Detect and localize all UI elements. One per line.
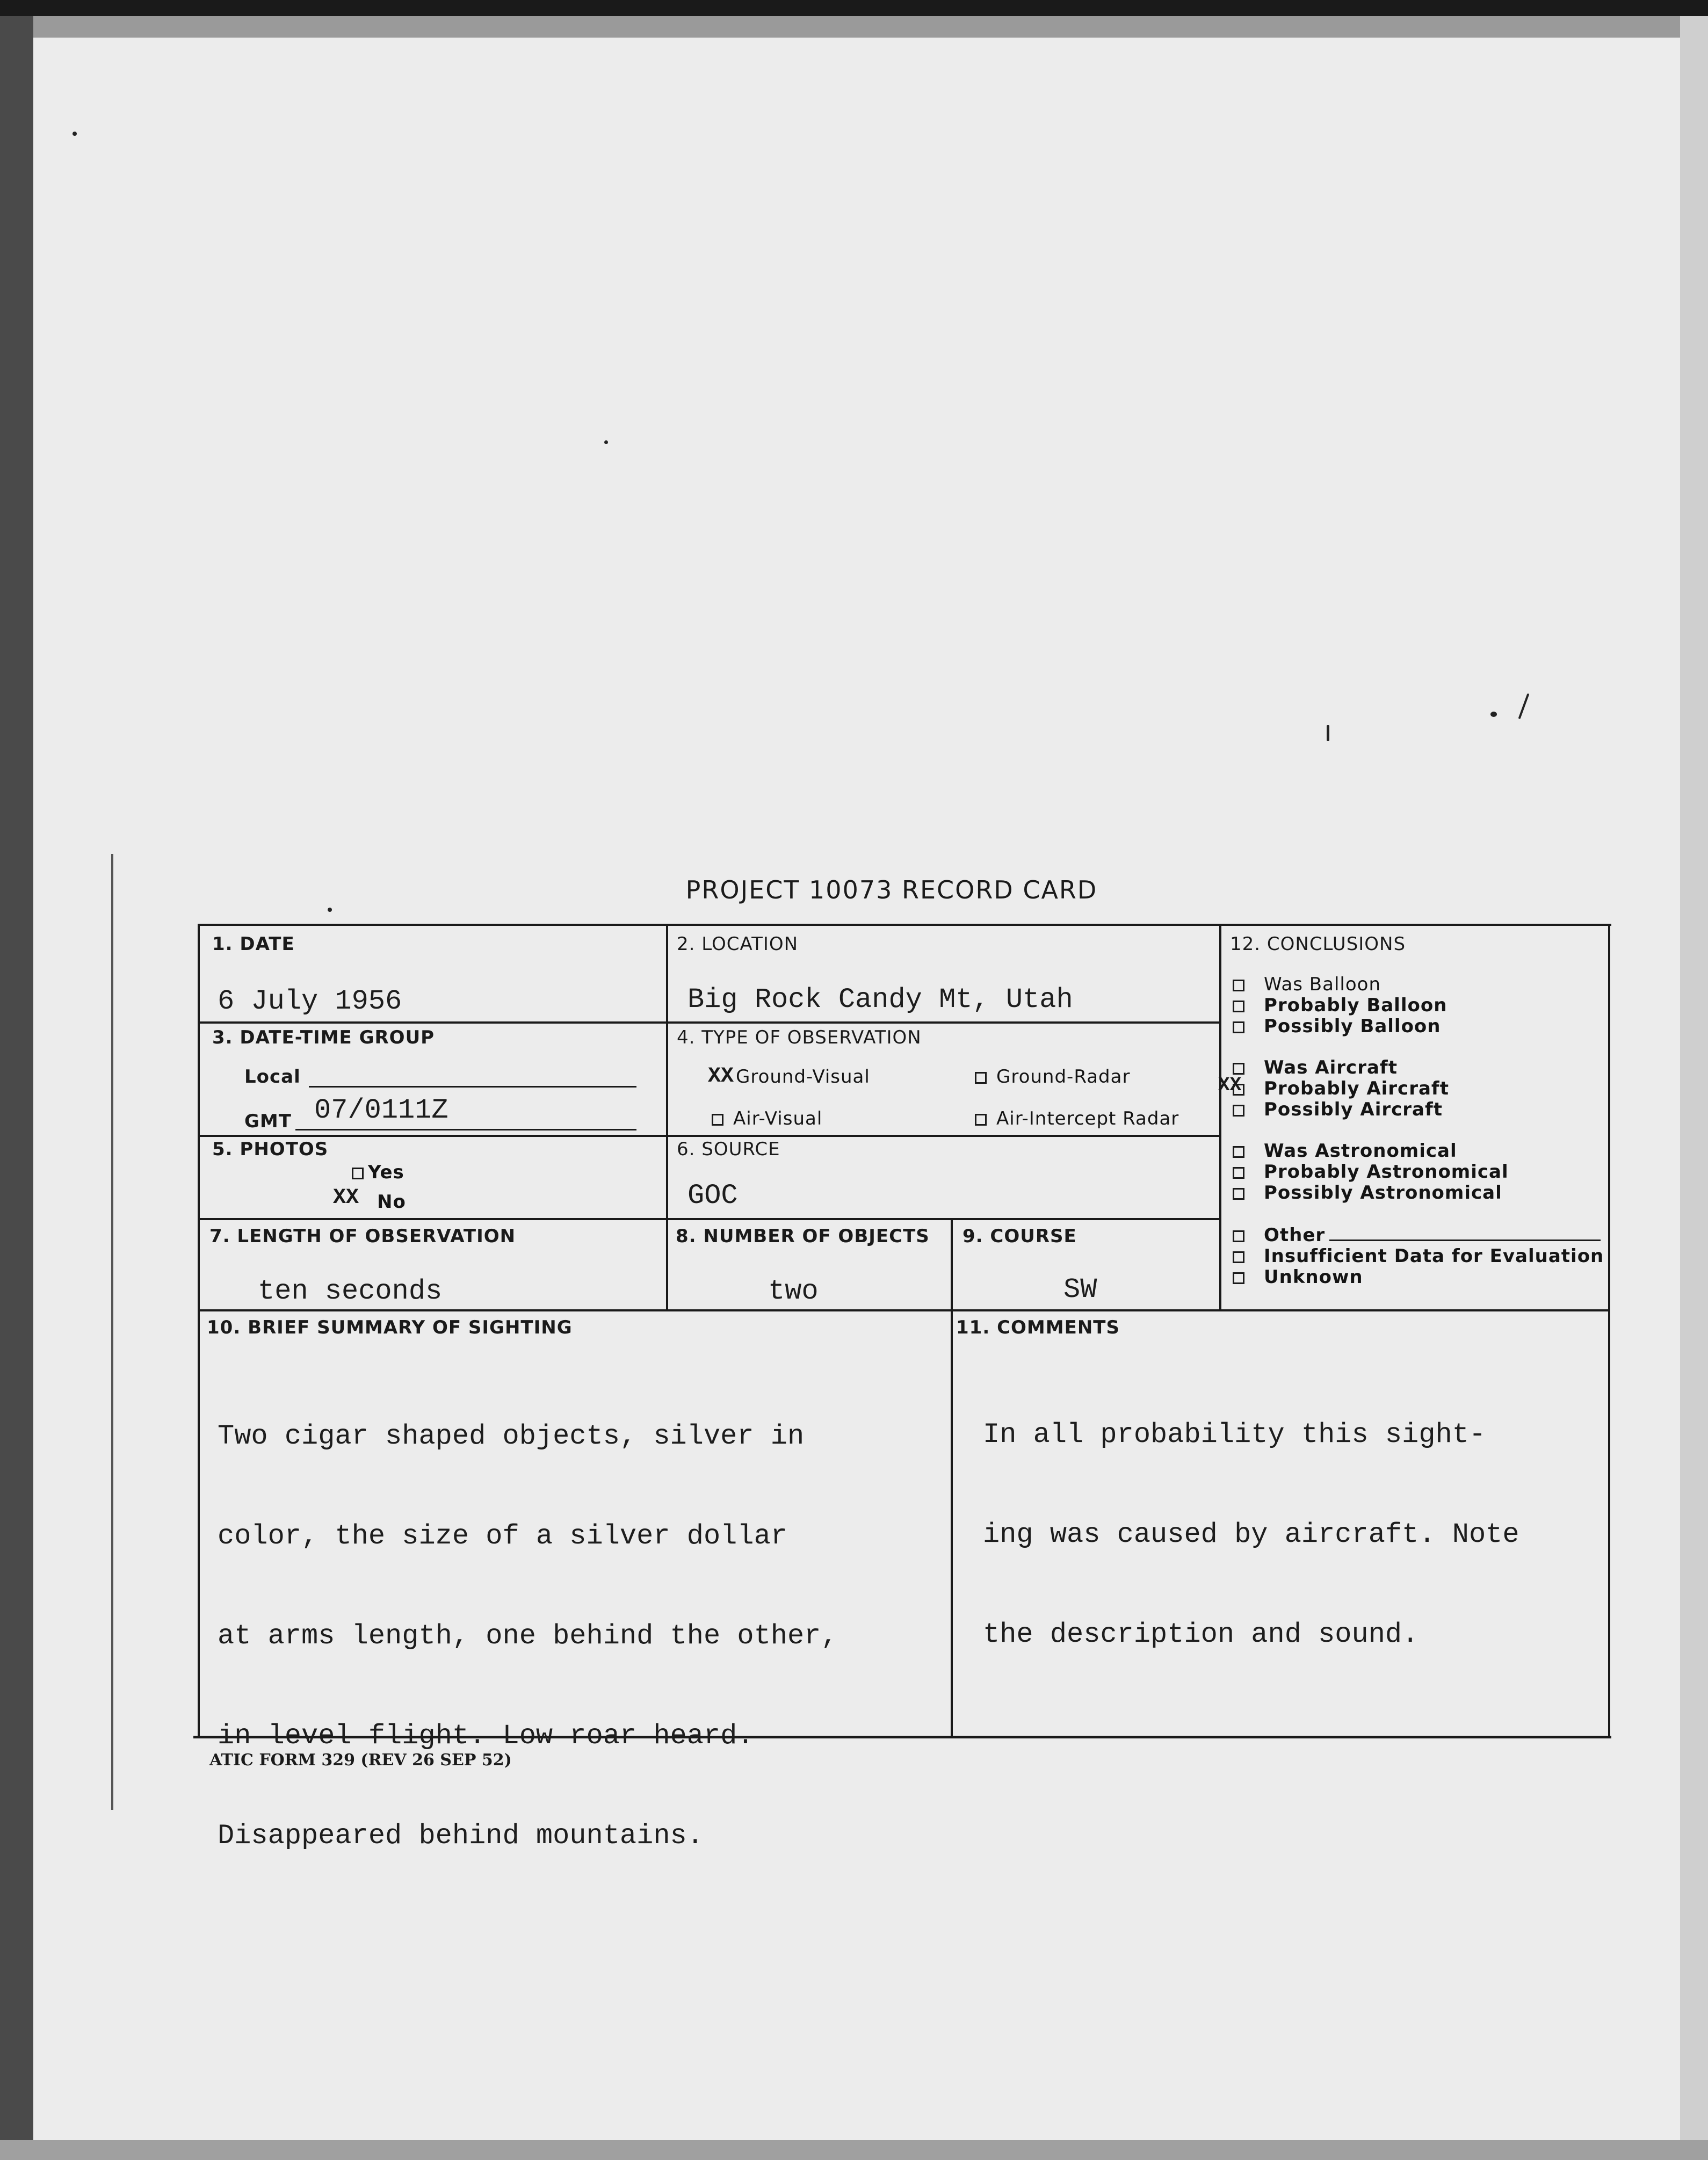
photos-check-mark: XX — [333, 1186, 359, 1210]
checkbox — [1233, 1105, 1244, 1117]
comments-label: 11. COMMENTS — [956, 1317, 1120, 1338]
scan-border-top — [0, 0, 1708, 16]
gmt-line — [295, 1129, 636, 1130]
photos-no: No — [377, 1191, 406, 1213]
comments-line: In all probability this sight- — [983, 1419, 1486, 1451]
checkbox — [975, 1072, 987, 1084]
local-line — [309, 1086, 636, 1088]
length-value: ten seconds — [258, 1275, 443, 1307]
checkbox — [1233, 1188, 1244, 1200]
conc-probably-aircraft: Probably Aircraft — [1233, 1078, 1449, 1099]
date-label: 1. DATE — [212, 933, 295, 955]
date-value: 6 July 1956 — [218, 985, 402, 1017]
comments-line: the description and sound. — [983, 1619, 1419, 1650]
checkbox — [1233, 1167, 1244, 1179]
checkbox — [352, 1168, 364, 1179]
photos-yes: Yes — [352, 1162, 404, 1183]
checkbox — [1233, 1251, 1244, 1263]
conclusions-label: 12. CONCLUSIONS — [1230, 933, 1406, 955]
dtg-label: 3. DATE-TIME GROUP — [212, 1027, 435, 1048]
grid-line — [199, 1309, 1609, 1311]
grid-line — [199, 1218, 1219, 1220]
comments-line: ing was caused by aircraft. Note — [983, 1519, 1519, 1550]
scan-edge-line — [111, 854, 113, 1810]
grid-line — [951, 1219, 953, 1737]
dust-speck — [1490, 712, 1497, 717]
conc-probably-balloon: Probably Balloon — [1233, 995, 1447, 1016]
card-title: PROJECT 10073 RECORD CARD — [685, 875, 1098, 904]
card-border-top — [199, 924, 1611, 926]
dust-speck — [1518, 693, 1530, 719]
conc-possibly-balloon: Possibly Balloon — [1233, 1016, 1441, 1037]
summary-label: 10. BRIEF SUMMARY OF SIGHTING — [207, 1317, 573, 1338]
objects-label: 8. NUMBER OF OBJECTS — [676, 1226, 930, 1247]
checkbox — [1233, 1230, 1244, 1242]
checkbox — [1233, 980, 1244, 991]
dust-speck — [73, 132, 77, 136]
conc-unknown: Unknown — [1233, 1266, 1363, 1288]
conc-insufficient-data: Insufficient Data for Evaluation — [1233, 1245, 1604, 1267]
course-value: SW — [1063, 1274, 1097, 1306]
summary-line: Disappeared behind mountains. — [218, 1820, 704, 1852]
form-number: ATIC FORM 329 (REV 26 SEP 52) — [209, 1751, 512, 1770]
checkbox — [1233, 1272, 1244, 1284]
scan-border-bottom — [0, 2140, 1708, 2160]
type-check-mark: XX — [708, 1064, 734, 1089]
opt-ground-visual: Ground-Visual — [736, 1066, 870, 1088]
photos-label: 5. PHOTOS — [212, 1139, 329, 1160]
checkbox — [1233, 1021, 1244, 1033]
grid-line — [1219, 924, 1221, 1310]
summary-line: color, the size of a silver dollar — [218, 1520, 787, 1552]
location-label: 2. LOCATION — [677, 933, 799, 955]
summary-text — [218, 1353, 838, 1919]
summary-line: in level flight. Low roar heard. — [218, 1720, 754, 1752]
conc-possibly-astronomical: Possibly Astronomical — [1233, 1182, 1502, 1204]
card-border-right — [1608, 924, 1610, 1738]
dust-speck — [328, 908, 332, 912]
source-value: GOC — [687, 1180, 738, 1212]
conc-check-mark: XX — [1218, 1074, 1242, 1096]
source-label: 6. SOURCE — [677, 1139, 780, 1160]
conc-was-astronomical: Was Astronomical — [1233, 1140, 1457, 1162]
card-border-left — [198, 924, 200, 1738]
dust-speck — [1327, 725, 1329, 741]
scan-border-left — [0, 16, 33, 2160]
conc-probably-astronomical: Probably Astronomical — [1233, 1161, 1509, 1183]
conc-possibly-aircraft: Possibly Aircraft — [1233, 1099, 1443, 1120]
opt-air-visual: Air-Visual — [712, 1108, 822, 1129]
conc-other: Other — [1233, 1224, 1325, 1246]
gmt-value: 07/0111Z — [314, 1095, 448, 1126]
gmt-label: GMT — [244, 1111, 292, 1132]
grid-line — [666, 924, 668, 1310]
opt-air-intercept-radar: Air-Intercept Radar — [975, 1108, 1179, 1129]
summary-line: at arms length, one behind the other, — [218, 1620, 838, 1652]
conc-was-aircraft: Was Aircraft — [1233, 1057, 1398, 1078]
other-line — [1329, 1240, 1601, 1241]
scan-border-right — [1680, 16, 1708, 2160]
grid-line — [199, 1135, 1219, 1137]
length-label: 7. LENGTH OF OBSERVATION — [209, 1226, 516, 1247]
dust-speck — [604, 440, 608, 444]
location-value: Big Rock Candy Mt, Utah — [687, 984, 1073, 1016]
local-label: Local — [244, 1066, 301, 1088]
checkbox — [1233, 1001, 1244, 1012]
course-label: 9. COURSE — [962, 1226, 1077, 1247]
comments-text — [983, 1352, 1519, 1718]
conc-was-balloon: Was Balloon — [1233, 974, 1381, 995]
checkbox — [1233, 1063, 1244, 1075]
checkbox — [1233, 1084, 1244, 1096]
type-label: 4. TYPE OF OBSERVATION — [677, 1027, 922, 1048]
objects-value: two — [768, 1275, 819, 1307]
summary-line: Two cigar shaped objects, silver in — [218, 1420, 805, 1452]
checkbox — [712, 1114, 723, 1126]
scan-border-top-inner — [0, 16, 1708, 38]
grid-line — [199, 1021, 1219, 1024]
checkbox — [1233, 1146, 1244, 1158]
checkbox — [975, 1114, 987, 1126]
opt-ground-radar: Ground-Radar — [975, 1066, 1130, 1088]
